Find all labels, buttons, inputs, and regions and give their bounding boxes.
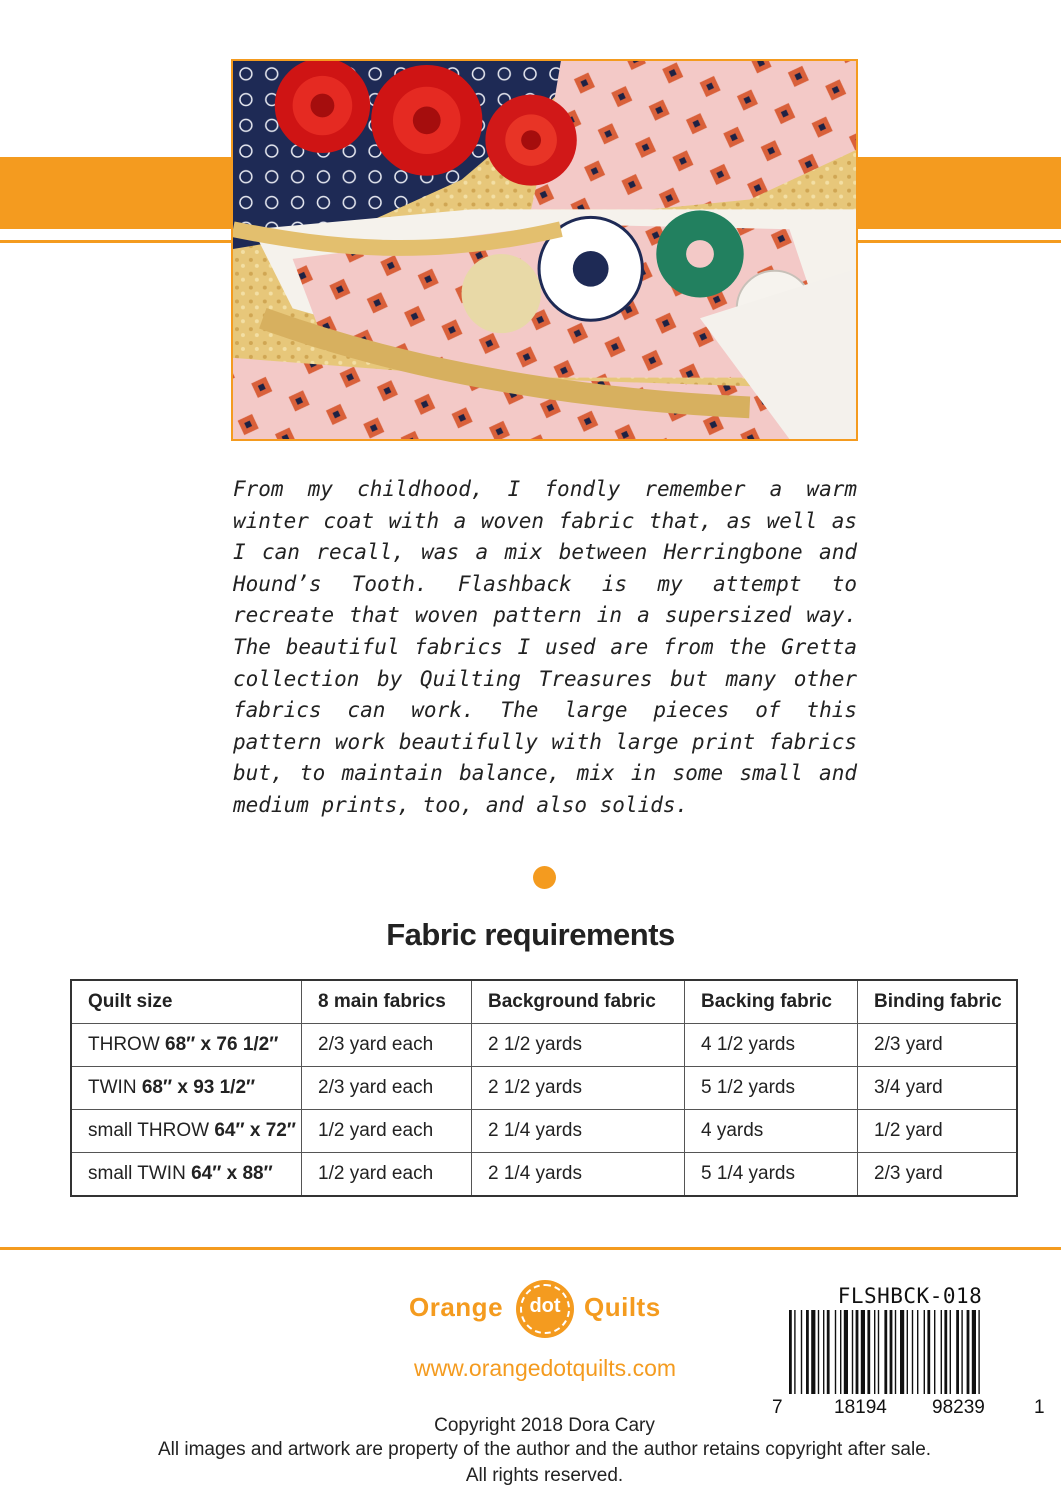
table-row bbox=[71, 1067, 1017, 1110]
quilt-size-cell bbox=[71, 1110, 302, 1153]
barcode-bar bbox=[878, 1310, 879, 1394]
barcode-bar bbox=[789, 1310, 792, 1394]
logo-word-dot: dot bbox=[529, 1295, 561, 1317]
barcode-bar bbox=[961, 1310, 962, 1394]
orange-line-right bbox=[858, 240, 1061, 243]
binding-fabric-cell: 3/4 yard bbox=[858, 1067, 1018, 1110]
size-dims: 68″ x 76 1/2″ bbox=[165, 1034, 279, 1055]
header-backing-fabric: Backing fabric bbox=[685, 980, 858, 1024]
size-name: TWIN bbox=[88, 1077, 137, 1098]
size-name: small TWIN bbox=[88, 1163, 186, 1184]
barcode-bar bbox=[934, 1310, 935, 1394]
barcode-bar bbox=[900, 1310, 904, 1394]
rights-reserved: All rights reserved. bbox=[465, 1465, 624, 1486]
copyright-notice: All images and artwork are property of the author and the author retains copyright after sale. bbox=[157, 1439, 932, 1460]
orange-dot-quilts-logo bbox=[409, 1280, 689, 1336]
barcode-bar bbox=[827, 1310, 830, 1394]
barcode-bar bbox=[818, 1310, 819, 1394]
size-name: THROW bbox=[88, 1034, 160, 1055]
orange-band-left bbox=[0, 157, 232, 229]
size-dims: 68″ x 93 1/2″ bbox=[141, 1077, 256, 1098]
copyright-line: Copyright 2018 Dora Cary bbox=[434, 1415, 655, 1436]
logo-dot-icon bbox=[516, 1280, 574, 1338]
table-row bbox=[71, 1024, 1017, 1067]
barcode-bar bbox=[794, 1310, 795, 1394]
header-background-fabric: Background fabric bbox=[472, 980, 685, 1024]
barcode-bar bbox=[861, 1310, 865, 1394]
header-quilt-size: Quilt size bbox=[71, 980, 302, 1024]
barcode-icon bbox=[789, 1310, 1029, 1394]
orange-band-right bbox=[858, 157, 1061, 229]
barcode-digit-group-left: 18194 bbox=[834, 1397, 887, 1418]
binding-fabric-cell: 2/3 yard bbox=[858, 1153, 1018, 1197]
logo-word-quilts: Quilts bbox=[584, 1292, 661, 1322]
barcode-bar bbox=[823, 1310, 824, 1394]
backing-fabric-cell: 4 1/2 yards bbox=[685, 1024, 858, 1067]
barcode-bar bbox=[835, 1310, 836, 1394]
quilt-size-cell bbox=[71, 1067, 302, 1110]
background-fabric-cell: 2 1/2 yards bbox=[472, 1067, 685, 1110]
main-fabrics-cell: 1/2 yard each bbox=[302, 1110, 472, 1153]
barcode-bar bbox=[978, 1310, 979, 1394]
barcode-bar bbox=[944, 1310, 947, 1394]
barcode-digit-check: 1 bbox=[1034, 1397, 1045, 1418]
footer-divider bbox=[0, 1247, 1061, 1250]
quilt-size-cell bbox=[71, 1024, 302, 1067]
barcode-bar bbox=[856, 1310, 859, 1394]
size-dims: 64″ x 88″ bbox=[191, 1163, 273, 1184]
barcode-bar bbox=[852, 1310, 853, 1394]
barcode-bar bbox=[956, 1310, 959, 1394]
barcode-bar bbox=[912, 1310, 913, 1394]
background-fabric-cell: 2 1/4 yards bbox=[472, 1110, 685, 1153]
background-fabric-cell: 2 1/4 yards bbox=[472, 1153, 685, 1197]
barcode-digit-group-right: 98239 bbox=[932, 1397, 985, 1418]
barcode-bar bbox=[811, 1310, 815, 1394]
barcode-bar bbox=[890, 1310, 893, 1394]
barcode-bar bbox=[972, 1310, 976, 1394]
backing-fabric-cell: 5 1/2 yards bbox=[685, 1067, 858, 1110]
quilt-photo-icon bbox=[233, 61, 856, 439]
barcode-bar bbox=[907, 1310, 908, 1394]
binding-fabric-cell: 1/2 yard bbox=[858, 1110, 1018, 1153]
barcode-bar bbox=[941, 1310, 942, 1394]
main-fabrics-cell: 2/3 yard each bbox=[302, 1067, 472, 1110]
backing-fabric-cell: 5 1/4 yards bbox=[685, 1153, 858, 1197]
binding-fabric-cell: 2/3 yard bbox=[858, 1024, 1018, 1067]
size-dims: 64″ x 72″ bbox=[214, 1120, 296, 1141]
barcode-bar bbox=[874, 1310, 875, 1394]
barcode-bar bbox=[967, 1310, 970, 1394]
logo-word-orange: Orange bbox=[409, 1292, 504, 1322]
main-fabrics-cell: 2/3 yard each bbox=[302, 1024, 472, 1067]
table-header-row bbox=[71, 980, 1017, 1024]
barcode-bar bbox=[844, 1310, 848, 1394]
quilt-size-cell bbox=[71, 1153, 302, 1197]
backing-fabric-cell: 4 yards bbox=[685, 1110, 858, 1153]
sku-code: FLSHBCK-018 bbox=[837, 1284, 983, 1308]
background-fabric-cell: 2 1/2 yards bbox=[472, 1024, 685, 1067]
barcode-bar bbox=[917, 1310, 918, 1394]
table-row bbox=[71, 1153, 1017, 1197]
website-link[interactable]: www.orangedotquilts.com bbox=[413, 1355, 677, 1381]
barcode-bar bbox=[927, 1310, 930, 1394]
main-fabrics-cell: 1/2 yard each bbox=[302, 1153, 472, 1197]
barcode-bar bbox=[884, 1310, 887, 1394]
barcode-bar bbox=[867, 1310, 870, 1394]
size-name: small THROW bbox=[88, 1120, 210, 1141]
barcode-bar bbox=[950, 1310, 951, 1394]
intro-paragraph: From my childhood, I fondly remember a warm winter coat with a woven fabric that, as well as I can recall, was a mix between Herringbone and Hound’s Tooth. Flashback is my attempt to recreate that woven pattern in a supersized way. The beautiful fabrics I used are from the Gretta collection by Quilting Treasures but many other fabrics can work. The large pieces of this pattern work beautifully with large print fabrics but, to maintain balance, mix in some small and medium prints, too, and also solids. bbox=[233, 477, 857, 817]
header-main-fabrics: 8 main fabrics bbox=[302, 980, 472, 1024]
quilt-photo bbox=[231, 59, 858, 441]
barcode-bar bbox=[801, 1310, 802, 1394]
barcode-bar bbox=[840, 1310, 841, 1394]
barcode-bar bbox=[895, 1310, 896, 1394]
orange-line-left bbox=[0, 240, 232, 243]
table-row bbox=[71, 1110, 1017, 1153]
barcode-bar bbox=[924, 1310, 925, 1394]
barcode-bar bbox=[806, 1310, 809, 1394]
header-binding-fabric: Binding fabric bbox=[858, 980, 1018, 1024]
fabric-requirements-title: Fabric requirements bbox=[386, 917, 675, 952]
fabric-requirements-table bbox=[70, 979, 1018, 1197]
barcode-digit-prefix: 7 bbox=[772, 1397, 783, 1418]
orange-dot-divider bbox=[533, 866, 556, 889]
